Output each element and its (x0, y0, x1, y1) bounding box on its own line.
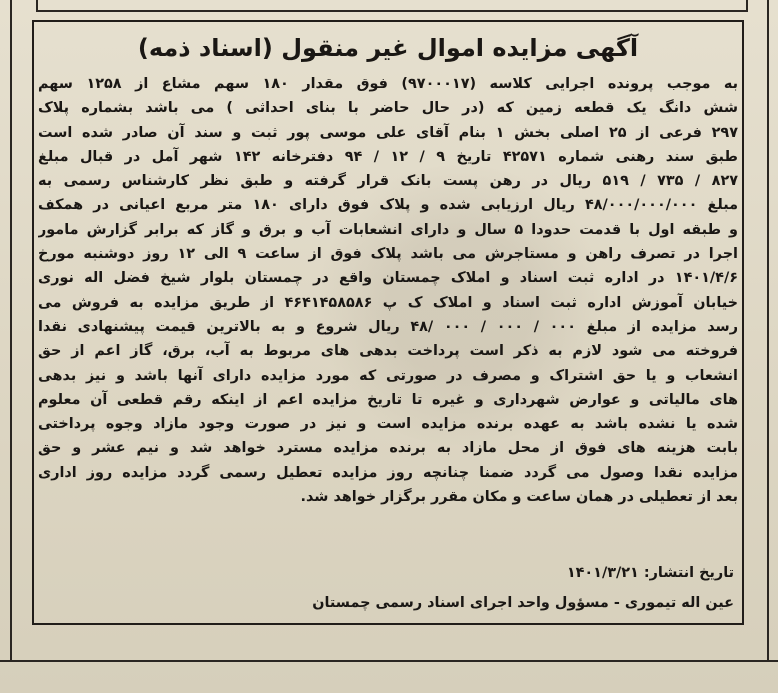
notice-body-line: های مالیاتی و عوارض شهرداری و غیره تا تاریخ مزایده اعم از اینکه رقم قطعی آن معلوم (38, 391, 738, 408)
notice-body-line: به موجب پرونده اجرایی کلاسه (۹۷۰۰۰۱۷) فوق مقدار ۱۸۰ سهم مشاع از ۱۲۵۸ سهم (38, 76, 738, 92)
column-rule-left (10, 0, 12, 660)
notice-body-line: ۱۴۰۱/۴/۶ در اداره ثبت اسناد و املاک چمستان واقع در چمستان بلوار شیخ فضل اله نوری (38, 270, 738, 287)
notice-body-line: انشعاب و یا حق اشتراک و مصرف در صورتی که مورد مزایده دارای آنها باشد و نیز بدهی (38, 367, 738, 384)
notice-body-line: شش دانگ یک قطعه زمین که (در حال حاضر با بنای احداثی ) می باشد بشماره پلاک (38, 100, 738, 117)
previous-notice-border (36, 0, 748, 12)
notice-body-line: بعد از تعطیلی در همان ساعت و مکان مقرر برگزار خواهد شد. (300, 489, 738, 506)
column-rule-right (767, 0, 769, 660)
notice-body-line: ۸۲۷ / ۷۳۵ / ۵۱۹ ریال در رهن پست بانک قرار گرفته و طبق نظر کارشناس رسمی به (38, 173, 738, 190)
notice-body-line: رسد مزایده از مبلغ ۰۰۰ / ۰۰۰ / ۰۰۰ /۴۸ ریال شروع و به بالاترین قیمت پیشنهادی نقدا (38, 318, 738, 335)
notice-body-line: خیابان آموزش اداره ثبت اسناد و املاک ک پ ۴۶۴۱۴۵۸۵۸۶ از طریق مزایده به فروش می (38, 294, 738, 311)
notice-body-line: مبلغ ۴۸/۰۰۰/۰۰۰/۰۰۰ ریال ارزیابی شده و پلاک فوق دارای ۱۸۰ متر مربع اعیانی در همکف (38, 197, 738, 214)
notice-body-line: اجرا در تصرف راهن و مستاجرش می باشد پلاک فوق از ساعت ۹ الی ۱۲ روز دوشنبه مورخ (38, 246, 738, 263)
notice-body-line: بابت هزینه های فوق از محل مازاد به برنده مزایده مسترد خواهد شد و نیم عشر و حق (38, 440, 738, 457)
notice-body-line: فروخته می شود لازم به ذکر است پرداخت بدهی های مربوط به آب، برق، گاز اعم از حق (38, 343, 738, 360)
notice-body-line: ۲۹۷ فرعی از ۲۵ اصلی بخش ۱ بنام آقای علی موسی پور ثبت و سند آن صادر شده است (38, 124, 738, 141)
signature: عین اله تیموری - مسؤول واحد اجرای اسناد رسمی چمستان (312, 595, 734, 611)
notice-body-line: و طبقه اول با قدمت حدودا ۵ سال و دارای انشعابات آب و برق و گاز که برابر گزارش مامور (38, 221, 738, 238)
notice-body-line: شده یا نشده باشد به عهده برنده مزایده است و نیز در صورت وجود مازاد وجوه پرداختی (38, 416, 738, 433)
notice-body-line: طبق سند رهنی شماره ۴۲۵۷۱ تاریخ ۹ / ۱۲ / ۹۴ دفترخانه ۱۴۲ شهر آمل در قبال مبلغ (38, 148, 738, 165)
notice-body (38, 72, 738, 509)
notice-title: آگهی مزایده اموال غیر منقول (اسناد ذمه) (137, 34, 639, 62)
notice-body-line: مزایده نقدا وصول می گردد ضمنا چنانچه روز مزایده تعطیل رسمی گردد مزایده روز اداری (38, 464, 738, 481)
page-bottom-rule (0, 660, 778, 662)
publish-date: تاریخ انتشار: ۱۴۰۱/۳/۲۱ (566, 565, 734, 581)
